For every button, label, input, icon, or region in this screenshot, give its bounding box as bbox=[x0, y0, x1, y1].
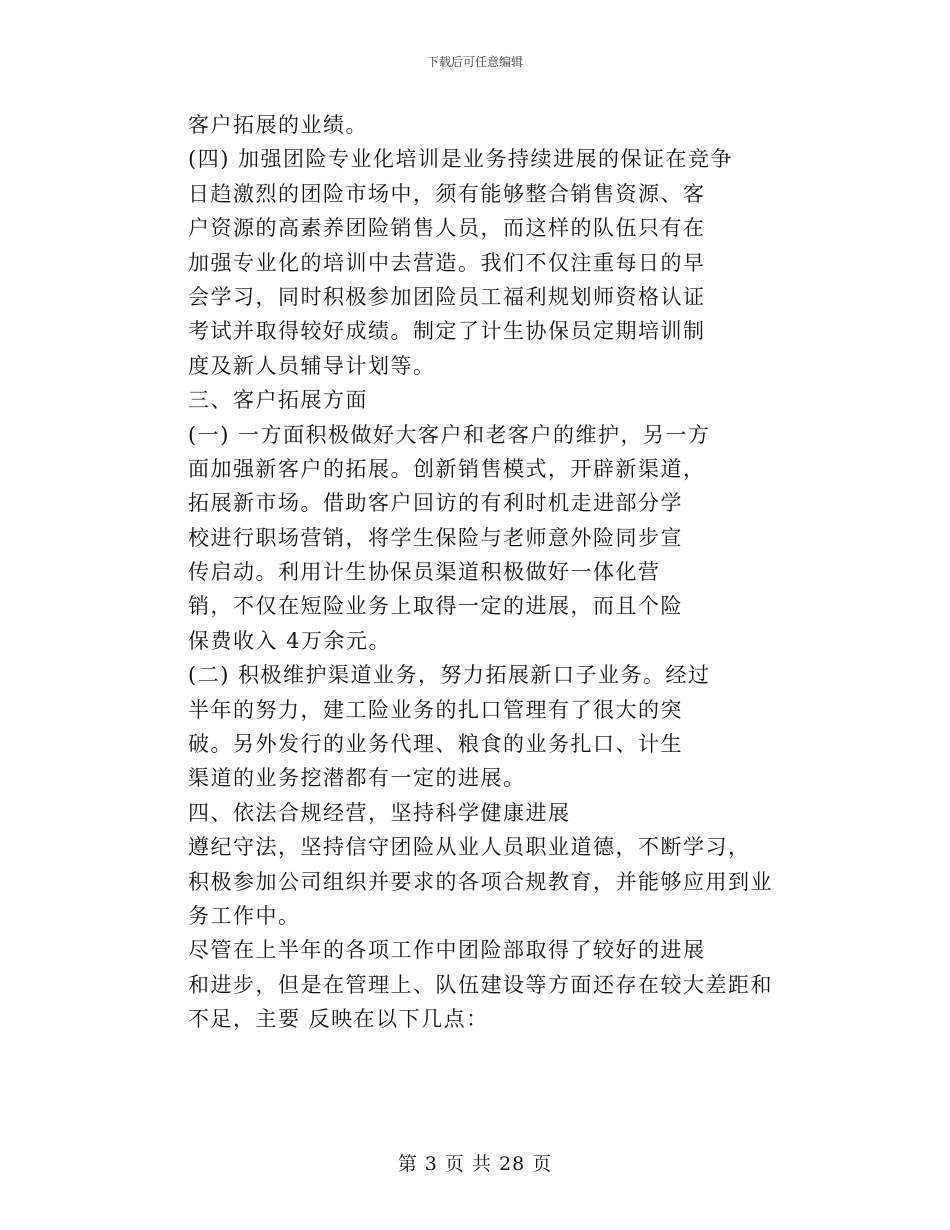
text-line: 销，不仅在短险业务上取得一定的进展，而且个险 bbox=[188, 594, 683, 619]
text-line: 保费收入 4万余元。 bbox=[188, 628, 392, 653]
text-line: 传启动。利用计生协保员渠道积极做好一体化营 bbox=[188, 560, 661, 585]
text-line: 户资源的高素养团险销售人员，而这样的队伍只有在 bbox=[188, 216, 706, 241]
text-line: 尽管在上半年的各项工作中团险部取得了较好的进展 bbox=[188, 938, 706, 963]
text-line: 考试并取得较好成绩。制定了计生协保员定期培训制 bbox=[188, 319, 706, 344]
text-line: 半年的努力，建工险业务的扎口管理有了很大的突 bbox=[188, 697, 683, 722]
text-line: (四) 加强团险专业化培训是业务持续进展的保证在竞争 bbox=[188, 147, 734, 172]
text-line: 拓展新市场。借助客户回访的有利时机走进部分学 bbox=[188, 491, 683, 516]
page-header: 下载后可任意编辑 bbox=[426, 55, 523, 69]
document-body bbox=[188, 108, 788, 1037]
text-line: (二) 积极维护渠道业务，努力拓展新口子业务。经过 bbox=[188, 663, 711, 688]
section-heading: 三、客户拓展方面 bbox=[188, 388, 368, 413]
text-line: 和进步，但是在管理上、队伍建设等方面还存在较大差距和 bbox=[188, 972, 773, 997]
text-line: 日趋激烈的团险市场中，须有能够整合销售资源、客 bbox=[188, 181, 706, 206]
page-number: 第 3 页 共 28 页 bbox=[397, 1153, 553, 1175]
text-line: (一) 一方面积极做好大客户和老客户的维护，另一方 bbox=[188, 422, 711, 447]
text-line: 校进行职场营销，将学生保险与老师意外险同步宣 bbox=[188, 525, 683, 550]
text-line: 客户拓展的业绩。 bbox=[188, 113, 368, 137]
text-line: 渠道的业务挖潜都有一定的进展。 bbox=[188, 766, 526, 791]
text-line: 遵纪守法，坚持信守团险从业人员职业道德，不断学习， bbox=[188, 835, 751, 860]
section-heading: 四、依法合规经营，坚持科学健康进展 bbox=[188, 800, 571, 825]
text-line: 加强专业化的培训中去营造。我们不仅注重每日的早 bbox=[188, 250, 706, 275]
text-line: 不足，主要 反映在以下几点： bbox=[188, 1007, 489, 1032]
page-footer bbox=[0, 1152, 950, 1176]
text-line: 积极参加公司组织并要求的各项合规教育，并能够应用到业 bbox=[188, 869, 773, 894]
text-line: 面加强新客户的拓展。创新销售模式，开辟新渠道， bbox=[188, 456, 706, 481]
text-line: 破。另外发行的业务代理、粮食的业务扎口、计生 bbox=[188, 732, 683, 757]
text-line: 度及新人员辅导计划等。 bbox=[188, 353, 436, 378]
text-line: 会学习，同时积极参加团险员工福利规划师资格认证 bbox=[188, 284, 706, 309]
text-line: 务工作中。 bbox=[188, 903, 301, 928]
